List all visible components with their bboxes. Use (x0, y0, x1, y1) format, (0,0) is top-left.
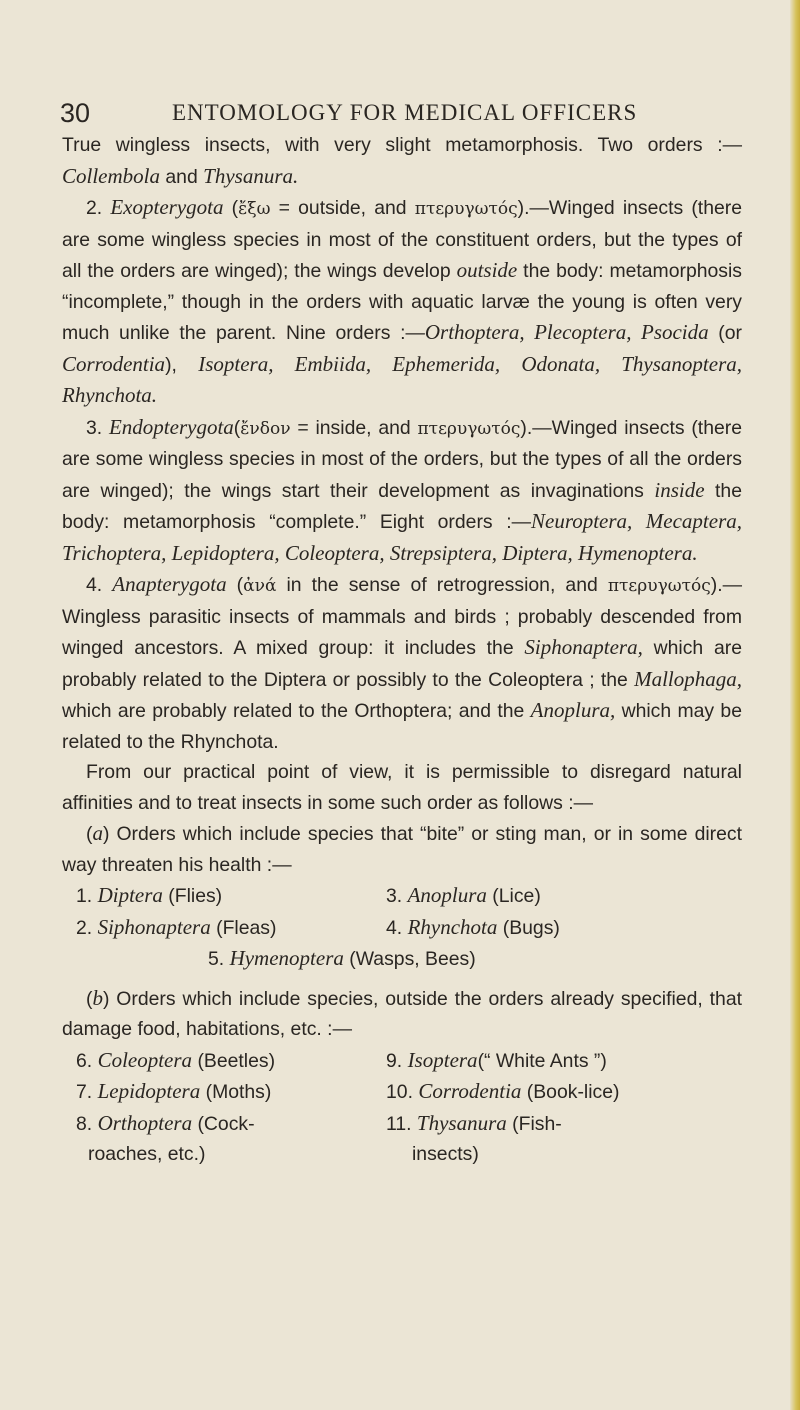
text-run: ) Orders which include species that “bite” or sting man, or in some direct way threaten his health :— (62, 823, 742, 876)
emphasis: inside (654, 477, 705, 502)
order-name: Coleoptera (97, 1047, 193, 1072)
item-number: 2. (86, 197, 111, 219)
intro-paragraph (62, 130, 742, 192)
list-number: 9. (386, 1049, 408, 1072)
list-item-continuation: insects) (412, 1143, 479, 1165)
order-name: Corrodentia (62, 351, 166, 376)
running-title: ENTOMOLOGY FOR MEDICAL OFFICERS (172, 100, 638, 125)
list-item (62, 943, 742, 975)
text-run: ), (165, 353, 199, 376)
order-name: Isoptera (407, 1047, 478, 1072)
emphasis: outside (456, 258, 518, 282)
list-item (386, 1108, 742, 1140)
text-run: (or (708, 322, 742, 344)
order-name: Lepidoptera (97, 1079, 201, 1103)
list-number: 3. (386, 885, 408, 907)
item-number: 4. (86, 574, 113, 596)
order-names: Orthoptera, Plecoptera, Psocida (424, 320, 709, 344)
order-name: Thysanura (416, 1110, 507, 1135)
greek-word: πτερυγωτός (607, 576, 711, 596)
text-run: the body: metamorphosis “complete.” Eight orders :— (62, 479, 742, 533)
list-number: 6. (76, 1049, 98, 1072)
page-number: 30 (60, 98, 91, 128)
text-run: the body: metamorphosis “incomplete,” though in the orders with aquatic larvæ the young is often very much unlike the parent. Nine orders :— (62, 260, 742, 344)
exopterygota-paragraph (62, 192, 742, 412)
text-run: which may be related to the Rhynchota. (62, 700, 742, 753)
order-name: Thysanura. (203, 163, 299, 188)
text-run: ( (86, 823, 93, 845)
list-item (386, 880, 742, 912)
order-name: Orthoptera (97, 1110, 193, 1135)
list-number: 7. (76, 1081, 98, 1103)
page-edge (790, 0, 800, 1410)
common-name: (Fish- (506, 1112, 562, 1135)
anapterygota-paragraph (62, 569, 742, 757)
section-b-heading (62, 983, 742, 1045)
common-name: (Beetles) (192, 1049, 276, 1072)
list-number: 11. (386, 1112, 417, 1135)
text-run: = inside, and (290, 416, 418, 439)
common-name: (Book-lice) (521, 1081, 620, 1103)
list-item (386, 912, 742, 944)
greek-word: πτερυγωτός (417, 418, 521, 439)
list-item (62, 1076, 386, 1108)
order-names: Isoptera, Embiida, Ephemerida, Odonata, Thysanoptera, Rhynchota. (62, 351, 743, 407)
item-number: 3. (86, 416, 109, 439)
list-item (62, 912, 386, 944)
list-item-continuation: roaches, etc.) (88, 1143, 206, 1165)
text-run: ( (226, 574, 244, 596)
text-run: ).—Wingless parasitic insects of mammals and birds ; probably descended from winged ancestors. A mixed group: it includes the (62, 574, 743, 659)
text-run: ) Orders which include species, outside the orders already specified, that damage food, habitations, etc. :— (62, 987, 742, 1040)
order-name: Diptera (97, 883, 163, 907)
group-name: Endopterygota (108, 414, 234, 439)
text-run: ( (233, 416, 241, 439)
text-run: which are probably related to the Orthoptera; and the (62, 700, 531, 722)
common-name: (Lice) (486, 885, 541, 907)
list-number: 8. (76, 1112, 98, 1135)
order-name: Corrodentia (418, 1079, 522, 1103)
text-run: and (160, 165, 204, 188)
greek-word: πτερυγωτός (414, 199, 518, 219)
order-name: Collembola (62, 163, 160, 188)
list-number: 2. (76, 916, 98, 939)
list-number: 10. (386, 1081, 419, 1103)
common-name: (Cock- (192, 1112, 255, 1135)
endopterygota-paragraph (62, 412, 742, 570)
order-names: Neuroptera, Mecaptera, Trichoptera, Lepidoptera, Coleoptera, Strepsiptera, Diptera, Hymenoptera. (62, 509, 742, 565)
list-a (62, 880, 742, 975)
common-name: (“ White Ants ”) (477, 1049, 607, 1072)
list-number: 4. (386, 916, 408, 939)
common-name: (Moths) (200, 1081, 272, 1103)
greek-word: ἔξω (238, 199, 271, 219)
text-run: True wingless insects, with very slight metamorphosis. Two orders :— (62, 134, 742, 156)
list-item (386, 1045, 742, 1077)
order-name: Anoplura, (530, 698, 616, 722)
text-run: ).—Winged insects (there are some wingless species in most of the orders, but the types of all the orders are winged); the wings start their development as invaginations (62, 416, 743, 502)
group-name: Exopterygota (110, 195, 224, 219)
page-header (60, 98, 740, 128)
order-name: Rhynchota (407, 914, 498, 939)
section-a-heading (62, 818, 742, 880)
section-letter: b (92, 985, 103, 1010)
group-name: Anapterygota (112, 572, 227, 596)
text-run: in the sense of retrogression, and (276, 574, 608, 596)
text-run: which are probably related to the Diptera or possibly to the Coleoptera ; the (62, 637, 742, 691)
order-name: Anoplura (407, 883, 487, 907)
list-item (62, 1045, 386, 1077)
list-b (62, 1045, 742, 1170)
common-name: (Flies) (162, 885, 223, 907)
order-name: Siphonaptera (97, 914, 211, 939)
section-letter: a (92, 821, 103, 845)
common-name: (Bugs) (497, 916, 560, 939)
list-number: 1. (76, 885, 98, 907)
text-run: ).—Winged insects (there are some wingless species in most of the constituent orders, but the types of all the orders are winged); the wings develop (62, 197, 742, 282)
text-run: = outside, and (270, 197, 415, 219)
list-item (386, 1076, 742, 1108)
order-name: Mallophaga, (634, 666, 742, 691)
list-number: 5. (208, 948, 230, 970)
spacer (62, 975, 742, 983)
list-item (62, 1108, 386, 1140)
order-name: Hymenoptera (229, 946, 344, 970)
text-run: ( (86, 987, 93, 1010)
common-name: (Fleas) (210, 916, 277, 939)
body-text (62, 130, 742, 1170)
order-name: Siphonaptera, (524, 635, 643, 659)
text-run: ( (223, 197, 239, 219)
practical-paragraph: From our practical point of view, it is permissible to disregard natural affinities and to treat insects in some such order as follows :— (62, 761, 742, 814)
list-item (62, 880, 386, 912)
greek-word: ἔνδον (240, 418, 291, 439)
common-name: (Wasps, Bees) (343, 948, 476, 970)
greek-word: ἀνά (243, 576, 277, 596)
